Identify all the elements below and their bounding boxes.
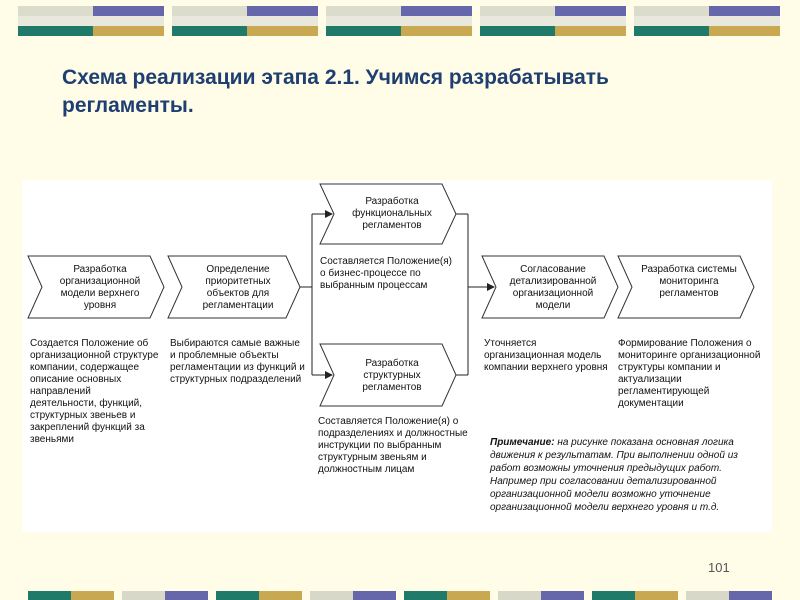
deco-tile <box>310 591 396 600</box>
deco-tile <box>480 6 626 36</box>
bottom-decorative-band <box>28 591 780 600</box>
description-3: Составляется Положение(я) о бизнес-процессе по выбранным процессам <box>320 256 452 291</box>
deco-tile <box>216 591 302 600</box>
box-label-3: Разработка функциональных регламентов <box>352 196 432 231</box>
deco-tile <box>634 6 780 36</box>
description-5: Уточняется организационная модель компании верхнего уровня <box>484 338 608 373</box>
deco-tile <box>18 6 164 36</box>
deco-tile <box>122 591 208 600</box>
process-diagram <box>22 180 772 532</box>
deco-tile <box>172 6 318 36</box>
box-label-1: Разработка организационной модели верхнего уровня <box>59 264 141 311</box>
top-decorative-band <box>18 6 780 36</box>
box-label-4: Разработка структурных регламентов <box>362 358 422 393</box>
box-label-2: Определение приоритетных объектов для регламентации <box>202 264 274 311</box>
note-text: на рисунке показана основная логика движения к результатам. При выполнении одной из работ возможны уточнения предыдущих работ. Например при согласовании детализированной организационной модели возможно уточнение организационной модели верхнего уровня и т.д. <box>490 437 738 513</box>
deco-tile <box>28 591 114 600</box>
description-1: Создается Положение об организационной структуре компании, содержащее описание основных направлений деятельности, функций, структурных звеньев и закреплений функций за звеньями <box>30 338 159 445</box>
page-number: 101 <box>708 560 730 575</box>
description-6: Формирование Положения о мониторинге организационной структуры компании и актуализации регламентирующей документации <box>618 338 761 409</box>
slide-title: Схема реализации этапа 2.1. Учимся разрабатывать регламенты. <box>62 66 609 117</box>
description-2: Выбираются самые важные и проблемные объекты регламентации из функций и структурных подразделений <box>170 338 305 385</box>
deco-tile <box>326 6 472 36</box>
deco-tile <box>498 591 584 600</box>
deco-tile <box>404 591 490 600</box>
box-label-6: Разработка системы мониторинга регламентов <box>641 264 737 299</box>
deco-tile <box>686 591 772 600</box>
note-label: Примечание: <box>490 437 555 448</box>
box-label-5: Согласование детализированной организационной модели <box>509 264 597 311</box>
deco-tile <box>592 591 678 600</box>
description-4: Составляется Положение(я) о подразделениях и должностные инструкции по выбранным структурным звеньям и должностным лицам <box>318 416 468 475</box>
diagram-note <box>490 436 760 514</box>
